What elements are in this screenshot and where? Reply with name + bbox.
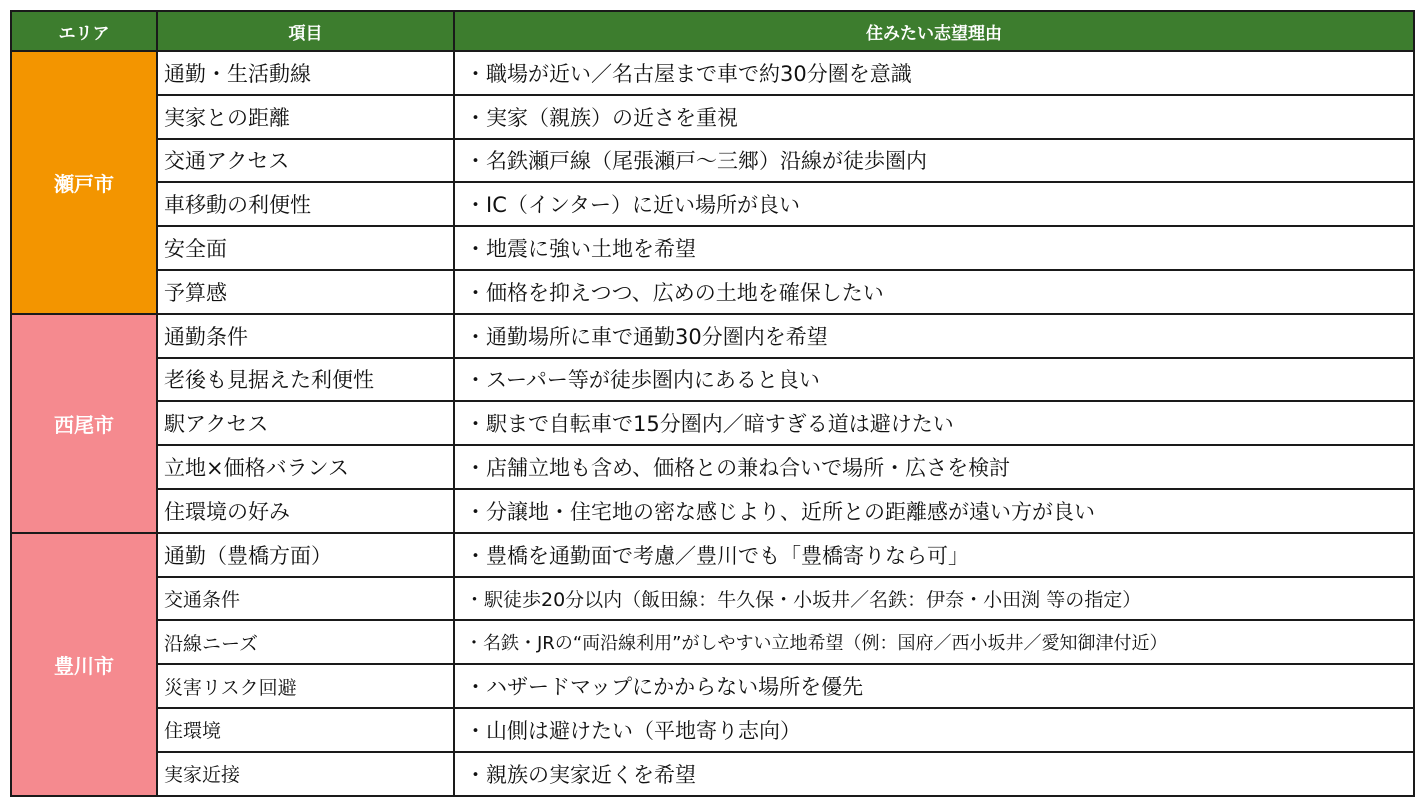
- table-row: [11, 358, 1414, 402]
- reason-cell: ・豊橋を通勤面で考慮／豊川でも「豊橋寄りなら可」: [454, 533, 1414, 577]
- table-row: [11, 401, 1414, 445]
- item-cell: 実家との距離: [157, 95, 454, 139]
- item-cell: 交通アクセス: [157, 139, 454, 183]
- item-cell: 安全面: [157, 226, 454, 270]
- item-cell: 実家近接: [157, 752, 454, 796]
- reason-cell: ・駅徒歩20分以内（飯田線：牛久保・小坂井／名鉄：伊奈・小田渕 等の指定）: [454, 577, 1414, 621]
- reason-cell: ・分譲地・住宅地の密な感じより、近所との距離感が遠い方が良い: [454, 489, 1414, 533]
- table-row: [11, 577, 1414, 621]
- table-row: [11, 226, 1414, 270]
- item-cell: 住環境: [157, 708, 454, 752]
- reason-cell: ・スーパー等が徒歩圏内にあると良い: [454, 358, 1414, 402]
- item-cell: 通勤・生活動線: [157, 51, 454, 95]
- table-row: [11, 708, 1414, 752]
- item-cell: 交通条件: [157, 577, 454, 621]
- table-row: [11, 270, 1414, 314]
- area-cell-seto: 瀬戸市: [11, 51, 157, 314]
- item-cell: 老後も見据えた利便性: [157, 358, 454, 402]
- table-row: [11, 95, 1414, 139]
- header-reason: 住みたい志望理由: [454, 11, 1414, 51]
- reason-cell: ・実家（親族）の近さを重視: [454, 95, 1414, 139]
- item-cell: 車移動の利便性: [157, 182, 454, 226]
- reason-cell: ・地震に強い土地を希望: [454, 226, 1414, 270]
- table-row: [11, 182, 1414, 226]
- header-item: 項目: [157, 11, 454, 51]
- reason-cell: ・通勤場所に車で通勤30分圏内を希望: [454, 314, 1414, 358]
- reason-cell: ・価格を抑えつつ、広めの土地を確保したい: [454, 270, 1414, 314]
- item-cell: 予算感: [157, 270, 454, 314]
- reason-table-container: [10, 10, 1415, 797]
- reason-cell: ・職場が近い／名古屋まで車で約30分圏を意識: [454, 51, 1414, 95]
- reason-cell: ・名鉄瀬戸線（尾張瀬戸〜三郷）沿線が徒歩圏内: [454, 139, 1414, 183]
- item-cell: 駅アクセス: [157, 401, 454, 445]
- reason-cell: ・山側は避けたい（平地寄り志向）: [454, 708, 1414, 752]
- table-row: [11, 620, 1414, 664]
- table-row: [11, 533, 1414, 577]
- item-cell: 立地×価格バランス: [157, 445, 454, 489]
- table-row: [11, 314, 1414, 358]
- table-row: [11, 752, 1414, 796]
- item-cell: 通勤（豊橋方面）: [157, 533, 454, 577]
- table-row: [11, 664, 1414, 708]
- item-cell: 沿線ニーズ: [157, 620, 454, 664]
- table-row: [11, 51, 1414, 95]
- reason-cell: ・名鉄・JRの“両沿線利用”がしやすい立地希望（例：国府／西小坂井／愛知御津付近）: [454, 620, 1414, 664]
- area-cell-toyokawa: 豊川市: [11, 533, 157, 796]
- area-cell-nishio: 西尾市: [11, 314, 157, 533]
- reason-cell: ・IC（インター）に近い場所が良い: [454, 182, 1414, 226]
- reason-cell: ・親族の実家近くを希望: [454, 752, 1414, 796]
- table-row: [11, 139, 1414, 183]
- header-area: エリア: [11, 11, 157, 51]
- table-row: [11, 445, 1414, 489]
- header-row: [11, 11, 1414, 51]
- reason-cell: ・駅まで自転車で15分圏内／暗すぎる道は避けたい: [454, 401, 1414, 445]
- reason-cell: ・店舗立地も含め、価格との兼ね合いで場所・広さを検討: [454, 445, 1414, 489]
- item-cell: 災害リスク回避: [157, 664, 454, 708]
- table-row: [11, 489, 1414, 533]
- item-cell: 住環境の好み: [157, 489, 454, 533]
- reason-table: [10, 10, 1415, 797]
- reason-cell: ・ハザードマップにかからない場所を優先: [454, 664, 1414, 708]
- item-cell: 通勤条件: [157, 314, 454, 358]
